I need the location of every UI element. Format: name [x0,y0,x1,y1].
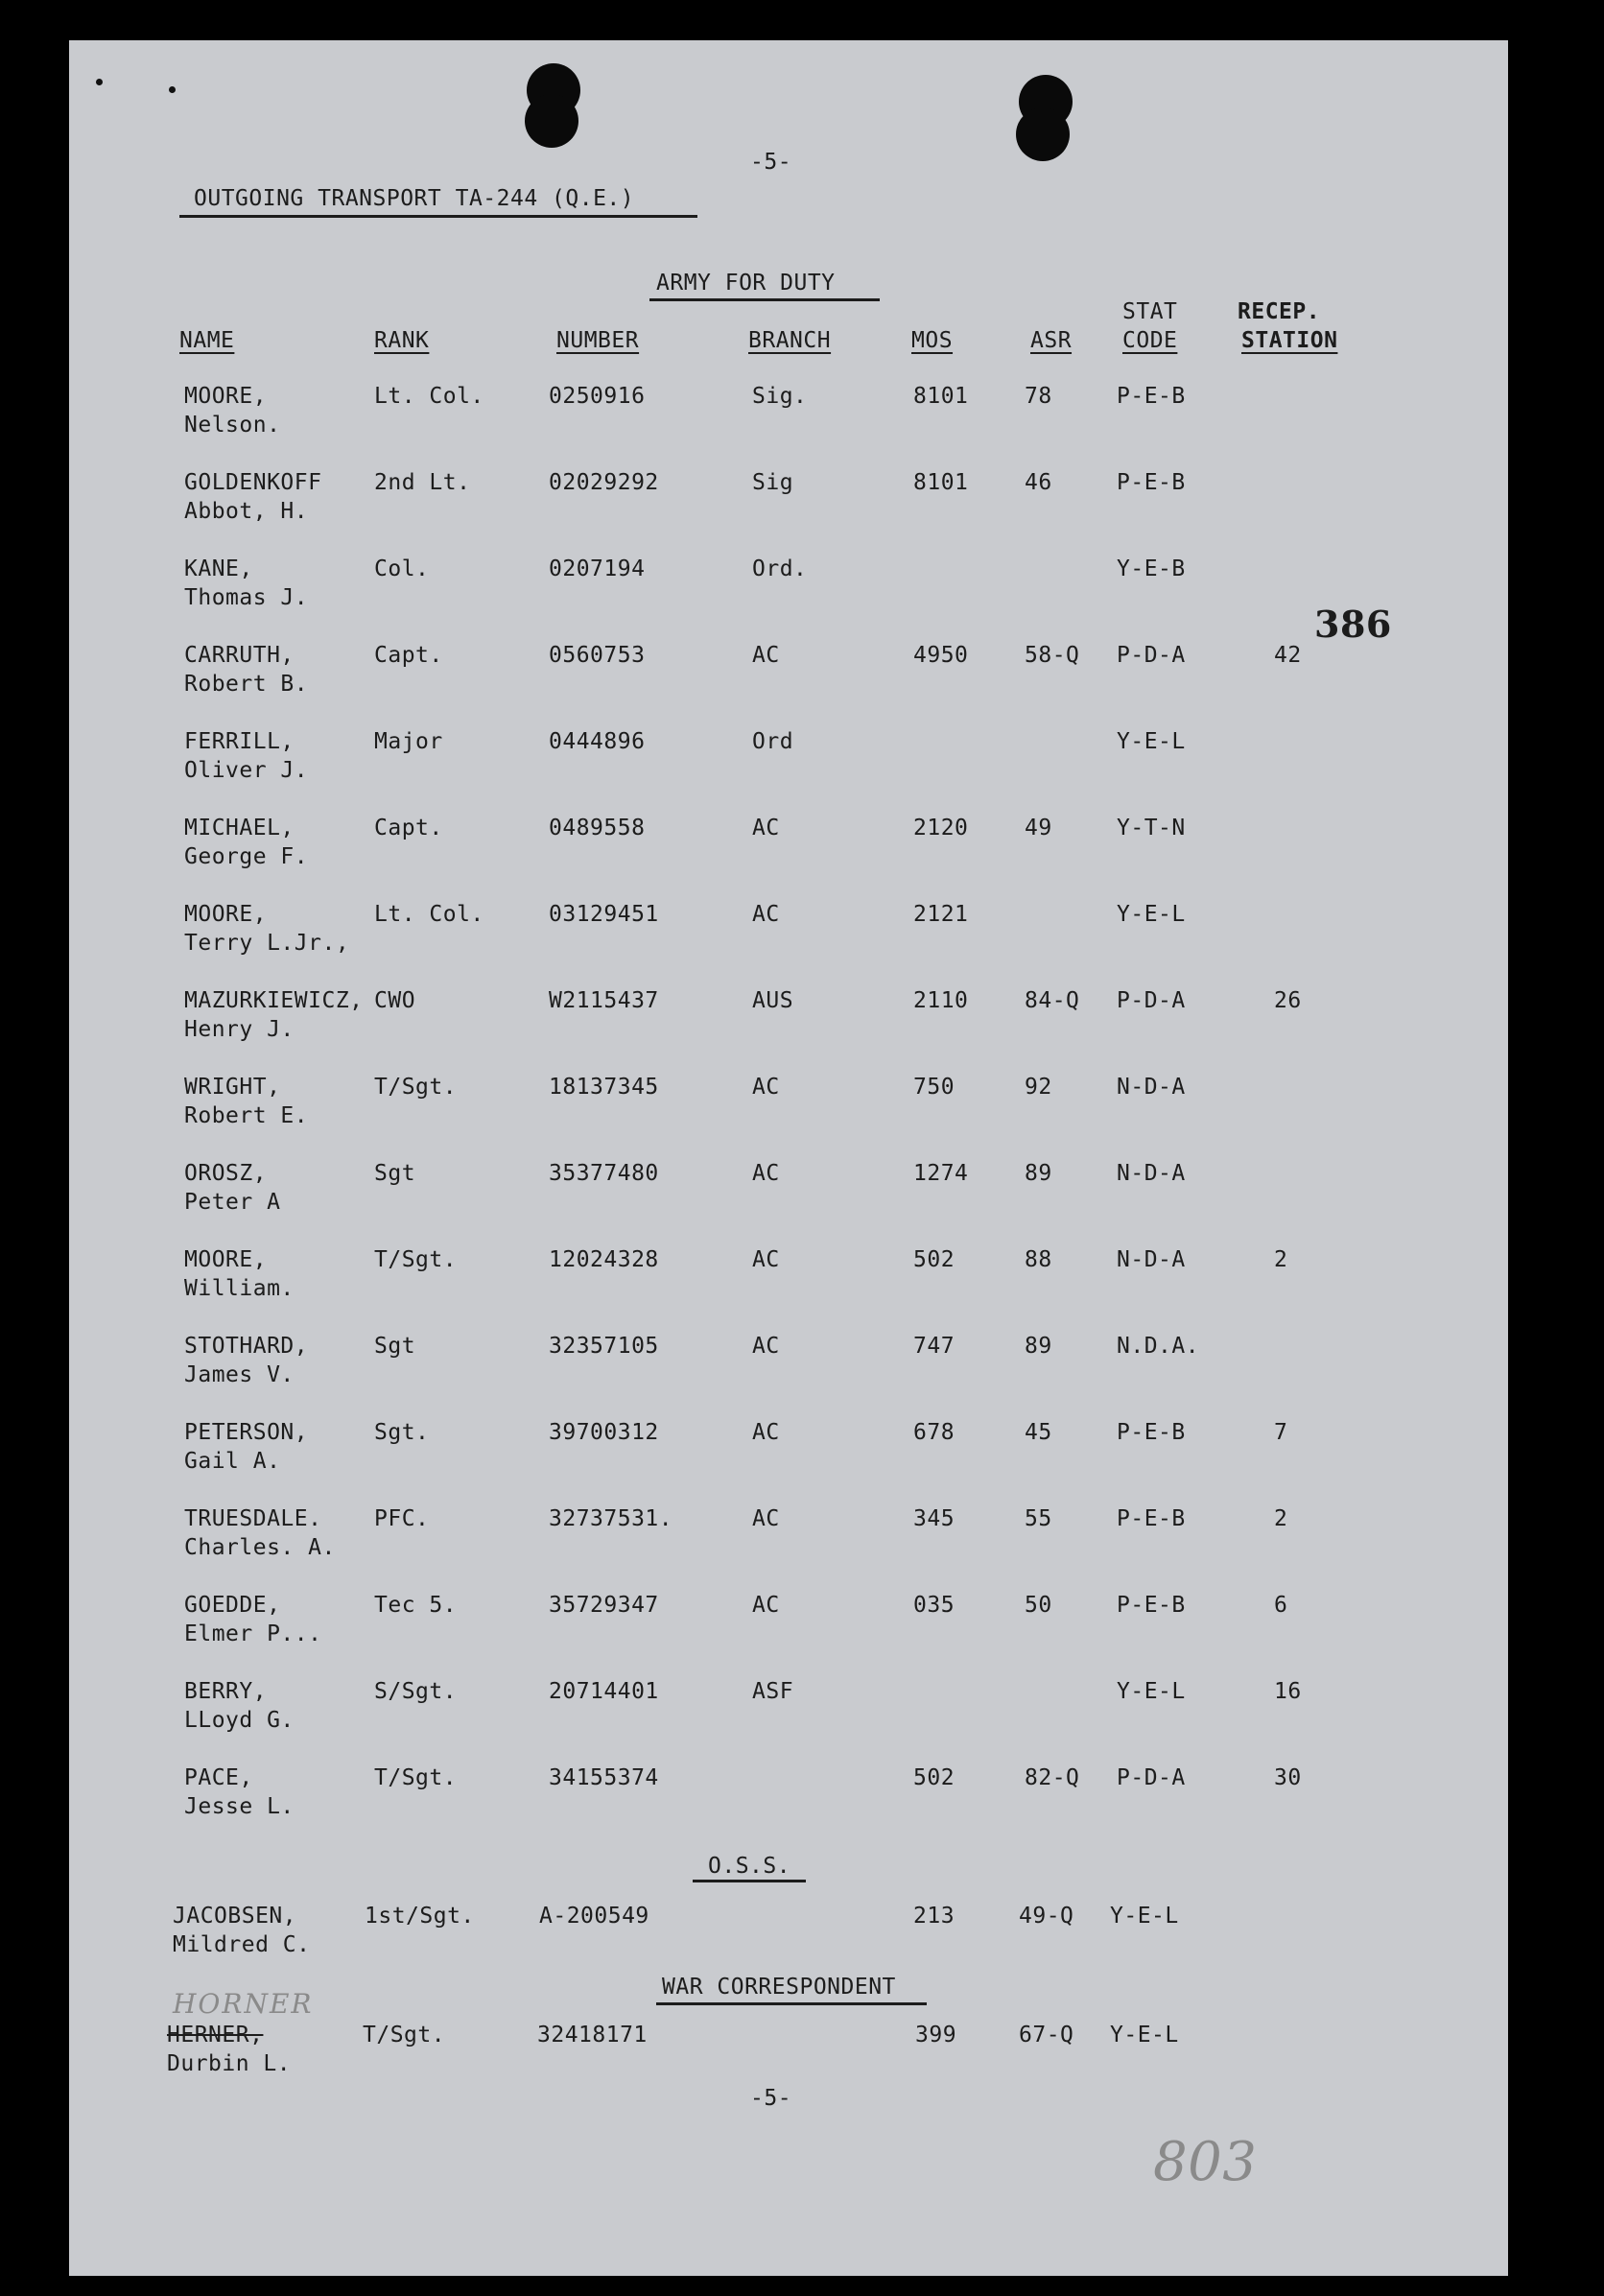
row-service-number: 39700312 [549,1420,659,1445]
row-mos: 2120 [913,816,969,840]
punch-hole [1016,107,1070,161]
row-name-first: Robert E. [184,1103,309,1128]
row-name-last: PETERSON, [184,1420,309,1445]
row-mos: 750 [913,1075,955,1100]
handwritten-name-correction: HORNER [173,1988,314,2020]
oss-mos: 213 [913,1904,955,1929]
row-name-last: TRUESDALE. [184,1506,322,1531]
oss-name-last: JACOBSEN, [173,1904,297,1929]
row-branch: AC [752,902,780,927]
row-name-last: MAZURKIEWICZ, [184,988,364,1013]
row-name-first: Charles. A. [184,1535,336,1560]
row-asr: 45 [1025,1420,1052,1445]
row-name-first: Thomas J. [184,585,309,610]
row-service-number: 0207194 [549,556,646,581]
row-mos: 747 [913,1334,955,1359]
oss-number: A-200549 [539,1904,649,1929]
col-header-number: NUMBER [556,328,640,353]
row-service-number: 34155374 [549,1765,659,1790]
row-reception-station: 16 [1274,1679,1302,1704]
ink-speck [169,86,176,93]
row-name-last: MOORE, [184,1247,268,1272]
row-mos: 8101 [913,384,969,409]
row-rank: CWO [374,988,416,1013]
row-name-last: MOORE, [184,384,268,409]
row-mos: 2121 [913,902,969,927]
row-asr: 89 [1025,1161,1052,1186]
page-number-top: -5- [750,150,792,175]
row-rank: T/Sgt. [374,1765,458,1790]
oss-underline [693,1880,806,1882]
row-stat-code: Y-E-L [1117,902,1186,927]
row-stat-code: P-D-A [1117,1765,1186,1790]
document-title: OUTGOING TRANSPORT TA-244 (Q.E.) [194,186,635,211]
row-asr: 84-Q [1025,988,1080,1013]
col-header-asr: ASR [1030,328,1073,353]
row-name-first: Terry L.Jr., [184,931,350,956]
row-mos: 035 [913,1593,955,1618]
row-name-first: Henry J. [184,1017,295,1042]
row-asr: 89 [1025,1334,1052,1359]
col-header-mos: MOS [911,328,954,353]
row-mos: 345 [913,1506,955,1531]
row-name-first: Oliver J. [184,758,309,783]
war-correspondent-heading: WAR CORRESPONDENT [662,1975,896,2000]
row-name-first: Robert B. [184,672,309,697]
row-name-last: FERRILL, [184,729,295,754]
row-reception-station: 26 [1274,988,1302,1013]
wc-mos: 399 [915,2023,957,2047]
row-rank: Lt. Col. [374,902,484,927]
row-name-first: Nelson. [184,413,281,438]
row-stat-code: P-E-B [1117,384,1186,409]
row-rank: Sgt [374,1334,416,1359]
title-underline [179,215,697,218]
row-branch: AC [752,1593,780,1618]
row-service-number: 03129451 [549,902,659,927]
row-mos: 1274 [913,1161,969,1186]
row-service-number: 20714401 [549,1679,659,1704]
row-service-number: 18137345 [549,1075,659,1100]
row-name-last: OROSZ, [184,1161,268,1186]
row-rank: PFC. [374,1506,430,1531]
punch-hole [525,94,578,148]
row-stat-code: Y-E-L [1117,1679,1186,1704]
row-stat-code: P-E-B [1117,1420,1186,1445]
row-branch: AC [752,1161,780,1186]
row-name-first: George F. [184,844,309,869]
row-reception-station: 2 [1274,1506,1288,1531]
row-name-first: James V. [184,1362,295,1387]
row-service-number: 32737531. [549,1506,673,1531]
row-reception-station: 30 [1274,1765,1302,1790]
row-mos: 502 [913,1247,955,1272]
row-rank: Capt. [374,643,443,668]
row-name-last: WRIGHT, [184,1075,281,1100]
page-number-bottom: -5- [750,2086,792,2111]
oss-asr: 49-Q [1019,1904,1074,1929]
row-reception-station: 2 [1274,1247,1288,1272]
row-name-first: Peter A [184,1190,281,1215]
row-rank: T/Sgt. [374,1247,458,1272]
oss-code: Y-E-L [1110,1904,1179,1929]
row-stat-code: P-E-B [1117,1506,1186,1531]
row-service-number: 02029292 [549,470,659,495]
wc-name-last: HERNER, [167,2023,264,2047]
oss-rank: 1st/Sgt. [365,1904,475,1929]
row-stat-code: P-D-A [1117,988,1186,1013]
row-rank: Sgt. [374,1420,430,1445]
wc-number: 32418171 [537,2023,648,2047]
row-name-last: MICHAEL, [184,816,295,840]
row-branch: AC [752,1420,780,1445]
row-reception-station: 42 [1274,643,1302,668]
row-branch: AC [752,1334,780,1359]
row-branch: Sig [752,470,794,495]
row-name-first: LLoyd G. [184,1708,295,1733]
row-rank: Capt. [374,816,443,840]
row-name-first: Elmer P... [184,1621,322,1646]
row-name-first: Abbot, H. [184,499,309,524]
row-service-number: 32357105 [549,1334,659,1359]
row-branch: AC [752,1506,780,1531]
row-branch: Ord. [752,556,808,581]
row-service-number: 0489558 [549,816,646,840]
row-name-last: GOLDENKOFF [184,470,322,495]
row-asr: 50 [1025,1593,1052,1618]
row-service-number: 0250916 [549,384,646,409]
row-rank: Major [374,729,443,754]
col-header-stat: STAT [1122,299,1178,324]
row-mos: 502 [913,1765,955,1790]
wc-rank: T/Sgt. [363,2023,446,2047]
row-name-last: STOTHARD, [184,1334,309,1359]
row-reception-station: 7 [1274,1420,1288,1445]
row-stat-code: N-D-A [1117,1075,1186,1100]
row-service-number: 0444896 [549,729,646,754]
row-branch: Sig. [752,384,808,409]
row-branch: AC [752,1075,780,1100]
row-service-number: 35377480 [549,1161,659,1186]
row-reception-station: 6 [1274,1593,1288,1618]
stamped-number: 386 [1314,603,1392,646]
row-name-first: William. [184,1276,295,1301]
row-service-number: 12024328 [549,1247,659,1272]
row-mos: 8101 [913,470,969,495]
row-stat-code: Y-E-L [1117,729,1186,754]
war-correspondent-underline [656,2002,927,2005]
row-asr: 82-Q [1025,1765,1080,1790]
wc-asr: 67-Q [1019,2023,1074,2047]
row-asr: 55 [1025,1506,1052,1531]
row-asr: 49 [1025,816,1052,840]
row-stat-code: N-D-A [1117,1161,1186,1186]
row-stat-code: P-D-A [1117,643,1186,668]
row-mos: 4950 [913,643,969,668]
row-mos: 2110 [913,988,969,1013]
row-name-first: Jesse L. [184,1794,295,1819]
row-branch: Ord [752,729,794,754]
row-service-number: 35729347 [549,1593,659,1618]
row-asr: 46 [1025,470,1052,495]
row-rank: 2nd Lt. [374,470,471,495]
row-stat-code: Y-E-B [1117,556,1186,581]
row-branch: AC [752,1247,780,1272]
row-branch: AUS [752,988,794,1013]
row-asr: 92 [1025,1075,1052,1100]
row-asr: 58-Q [1025,643,1080,668]
row-name-first: Gail A. [184,1449,281,1474]
row-asr: 88 [1025,1247,1052,1272]
handwritten-page-number: 803 [1153,2131,1258,2193]
col-header-branch: BRANCH [748,328,832,353]
row-rank: T/Sgt. [374,1075,458,1100]
col-header-station: STATION [1241,328,1338,353]
col-header-recep: RECEP. [1238,299,1321,324]
row-rank: Tec 5. [374,1593,458,1618]
row-name-last: PACE, [184,1765,253,1790]
row-branch: ASF [752,1679,794,1704]
row-rank: Col. [374,556,430,581]
wc-code: Y-E-L [1110,2023,1179,2047]
ink-speck [96,79,103,85]
row-stat-code: N.D.A. [1117,1334,1200,1359]
oss-heading: O.S.S. [708,1854,791,1879]
section-underline [649,298,880,301]
row-rank: S/Sgt. [374,1679,458,1704]
row-service-number: W2115437 [549,988,659,1013]
row-mos: 678 [913,1420,955,1445]
wc-name-first: Durbin L. [167,2051,292,2076]
row-rank: Lt. Col. [374,384,484,409]
row-name-last: KANE, [184,556,253,581]
row-name-last: BERRY, [184,1679,268,1704]
oss-name-first: Mildred C. [173,1932,311,1957]
row-name-last: GOEDDE, [184,1593,281,1618]
col-header-name: NAME [179,328,235,353]
row-name-last: MOORE, [184,902,268,927]
section-heading: ARMY FOR DUTY [656,271,836,296]
document-page [69,40,1508,2276]
row-branch: AC [752,643,780,668]
row-stat-code: P-E-B [1117,470,1186,495]
row-branch: AC [752,816,780,840]
row-stat-code: N-D-A [1117,1247,1186,1272]
row-stat-code: P-E-B [1117,1593,1186,1618]
col-header-rank: RANK [374,328,430,353]
row-rank: Sgt [374,1161,416,1186]
row-stat-code: Y-T-N [1117,816,1186,840]
row-service-number: 0560753 [549,643,646,668]
row-name-last: CARRUTH, [184,643,295,668]
row-asr: 78 [1025,384,1052,409]
col-header-code: CODE [1122,328,1178,353]
